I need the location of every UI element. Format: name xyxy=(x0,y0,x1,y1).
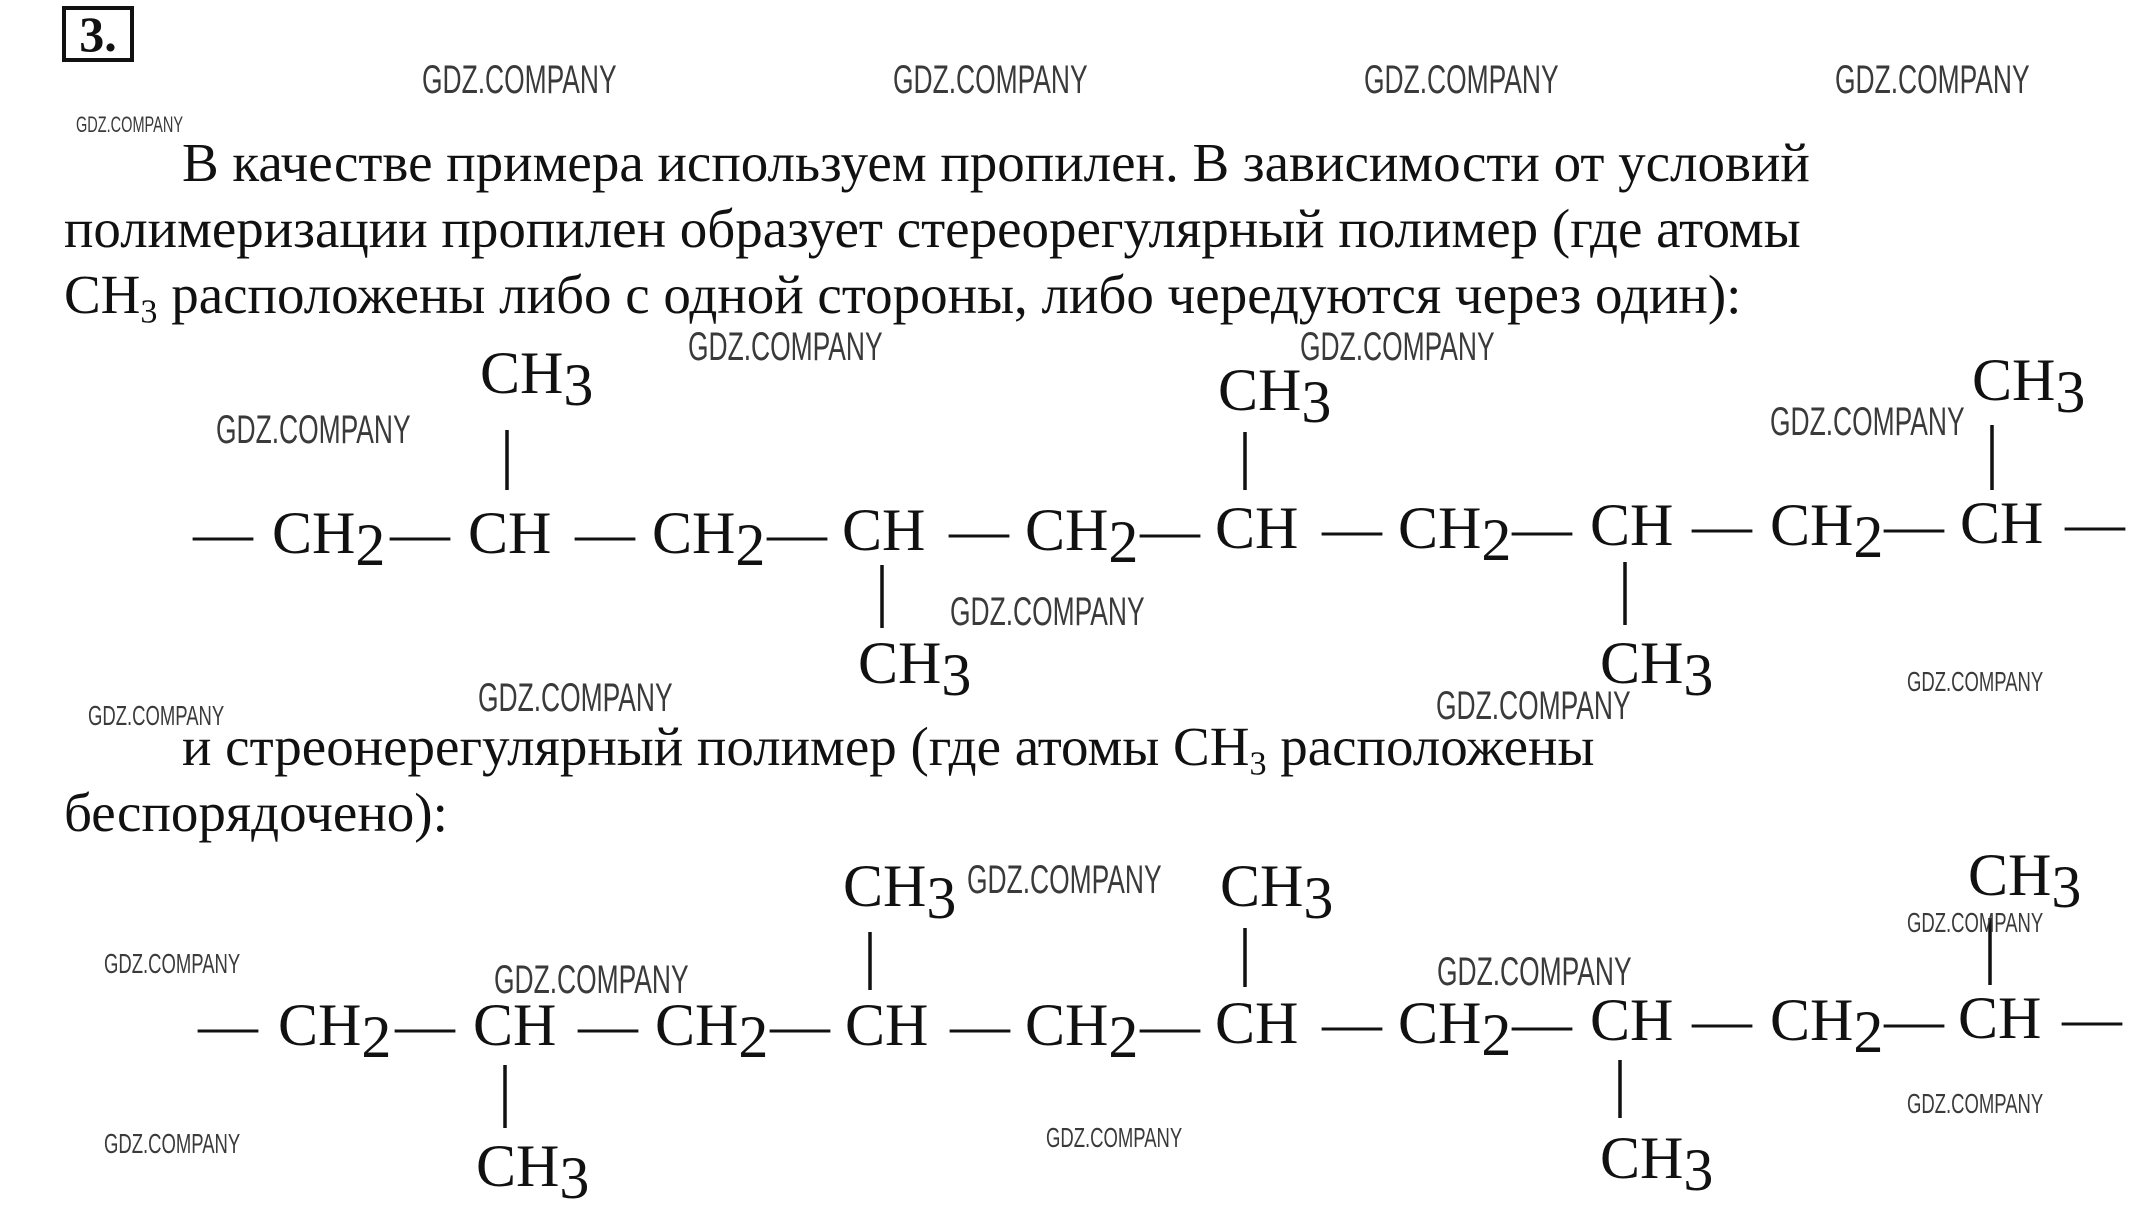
ch-group: CH xyxy=(1215,990,1299,1056)
exercise-number: 3. xyxy=(62,6,134,62)
watermark-text: GDZ.COMPANY xyxy=(104,948,241,979)
bond-dash: — xyxy=(1884,987,1944,1053)
watermark-text: GDZ.COMPANY xyxy=(1907,666,2044,697)
watermark-text: GDZ.COMPANY xyxy=(88,700,225,731)
ch3-group: CH3 xyxy=(1218,357,1332,435)
ch3-group: CH3 xyxy=(476,1133,590,1211)
bond-dash: — xyxy=(1512,990,1572,1056)
paragraph2-line1-a: и стреонерегулярный полимер (где атомы CH xyxy=(182,716,1250,777)
ch3-group: CH3 xyxy=(843,853,957,931)
watermark-text: GDZ.COMPANY xyxy=(1436,684,1631,728)
bond-dash: — xyxy=(1512,495,1572,561)
bond-dash: — xyxy=(1322,990,1382,1056)
watermark-text: GDZ.COMPANY xyxy=(950,590,1145,634)
ch-group: CH xyxy=(1215,495,1299,561)
watermark-text: GDZ.COMPANY xyxy=(494,958,689,1002)
watermark-text: GDZ.COMPANY xyxy=(1300,325,1495,369)
watermark-text: GDZ.COMPANY xyxy=(76,112,184,137)
ch2-group: CH2 xyxy=(655,992,769,1070)
paragraph1-line3-a: CH xyxy=(64,264,141,325)
bond-dash: — xyxy=(1692,987,1752,1053)
ch-group: CH xyxy=(468,500,552,566)
ch2-group: CH2 xyxy=(272,500,386,578)
watermark-text: GDZ.COMPANY xyxy=(1770,400,1965,444)
paragraph1-line3-sub: 3 xyxy=(140,293,158,331)
watermark-text: GDZ.COMPANY xyxy=(893,58,1088,102)
ch-group: CH xyxy=(1958,985,2042,1051)
ch3-group: CH3 xyxy=(1968,842,2082,920)
paragraph2-line1-b: расположены xyxy=(1266,716,1595,777)
formula-stereoregular xyxy=(192,340,2126,708)
bond-dash: — xyxy=(193,500,253,566)
watermark-text: GDZ.COMPANY xyxy=(1437,950,1632,994)
bond-dash: — xyxy=(767,500,827,566)
bond-dash: — xyxy=(575,500,635,566)
watermark-text: GDZ.COMPANY xyxy=(104,1128,241,1159)
bond-dash: — xyxy=(950,992,1010,1058)
watermark-text: GDZ.COMPANY xyxy=(478,676,673,720)
ch3-group: CH3 xyxy=(1600,1125,1714,1203)
ch-group: CH xyxy=(1960,490,2044,556)
watermark-text: GDZ.COMPANY xyxy=(1907,907,2044,938)
ch-group: CH xyxy=(1590,987,1674,1053)
bond-dash: — xyxy=(395,992,455,1058)
watermark-text: GDZ.COMPANY xyxy=(1364,58,1559,102)
ch2-group: CH2 xyxy=(278,992,392,1070)
watermark-text: GDZ.COMPANY xyxy=(1835,58,2030,102)
bond-dash: — xyxy=(1322,495,1382,561)
ch-group: CH xyxy=(845,992,929,1058)
watermark-text: GDZ.COMPANY xyxy=(1907,1088,2044,1119)
ch3-group: CH3 xyxy=(1972,347,2086,425)
ch-group: CH xyxy=(1590,492,1674,558)
ch3-group: CH3 xyxy=(1600,630,1714,708)
ch2-group: CH2 xyxy=(1398,495,1512,573)
bond-dash: — xyxy=(1884,492,1944,558)
ch2-group: CH2 xyxy=(1025,497,1139,575)
ch2-group: CH2 xyxy=(1770,492,1884,570)
watermark-text: GDZ.COMPANY xyxy=(1046,1122,1183,1153)
watermark-text: GDZ.COMPANY xyxy=(967,858,1162,902)
ch2-group: CH2 xyxy=(1398,990,1512,1068)
watermark-text: GDZ.COMPANY xyxy=(688,325,883,369)
watermark-text: GDZ.COMPANY xyxy=(422,58,617,102)
bond-dash: — xyxy=(390,500,450,566)
watermark-text: GDZ.COMPANY xyxy=(216,408,411,452)
ch3-group: CH3 xyxy=(480,340,594,418)
bond-dash: — xyxy=(1140,992,1200,1058)
ch-group: CH xyxy=(473,992,557,1058)
bond-dash: — xyxy=(2062,985,2122,1051)
bond-dash: — xyxy=(949,497,1009,563)
bond-dash: — xyxy=(770,992,830,1058)
ch2-group: CH2 xyxy=(1025,992,1139,1070)
paragraph1-line1: В качестве примера используем пропилен. В зависимости от условий xyxy=(182,132,1810,193)
paragraph2-line1-sub: 3 xyxy=(1249,745,1267,783)
ch3-group: CH3 xyxy=(858,630,972,708)
paragraph1-line2: полимеризации пропилен образует стереорегулярный полимер (где атомы xyxy=(64,198,1801,259)
paragraph2-line2: беспорядочено): xyxy=(64,782,448,843)
bond-dash: — xyxy=(1692,492,1752,558)
ch3-group: CH3 xyxy=(1220,853,1334,931)
paragraph1-line3-b: расположены либо с одной стороны, либо чередуются через один): xyxy=(157,264,1742,325)
ch2-group: CH2 xyxy=(652,500,766,578)
ch-group: CH xyxy=(842,497,926,563)
ch2-group: CH2 xyxy=(1770,987,1884,1065)
bond-dash: — xyxy=(578,992,638,1058)
bond-dash: — xyxy=(198,992,258,1058)
bond-dash: — xyxy=(1140,497,1200,563)
bond-dash: — xyxy=(2065,490,2125,556)
